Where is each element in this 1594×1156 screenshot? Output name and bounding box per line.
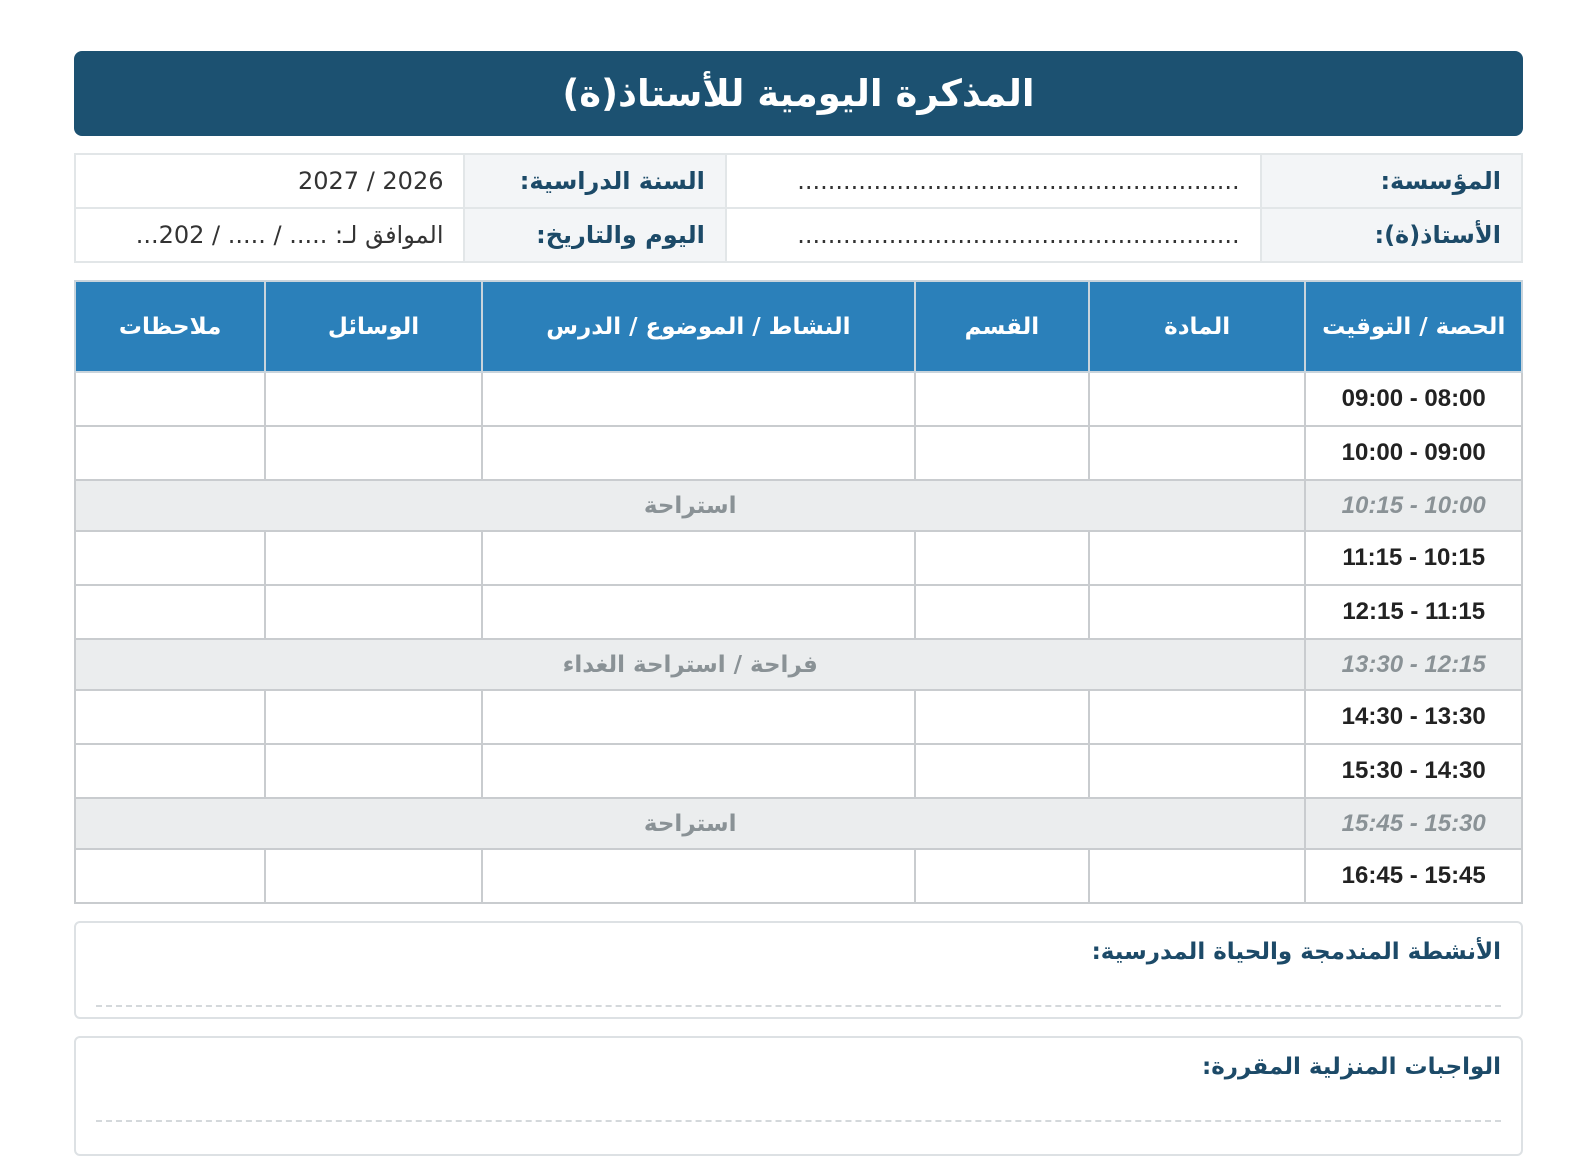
time-slot: 15:45 - 15:30 [1305, 798, 1522, 849]
class-cell[interactable] [915, 372, 1089, 426]
header-activity: النشاط / الموضوع / الدرس [482, 281, 915, 372]
teacher-label: الأستاذ(ة): [1261, 208, 1522, 262]
tools-cell[interactable] [265, 690, 482, 744]
notes-cell[interactable] [75, 372, 265, 426]
table-row [75, 426, 1522, 480]
time-slot: 15:30 - 14:30 [1305, 744, 1522, 798]
class-cell[interactable] [915, 531, 1089, 585]
header-class: القسم [915, 281, 1089, 372]
header-notes: ملاحظات [75, 281, 265, 372]
notes-cell[interactable] [75, 531, 265, 585]
class-cell[interactable] [915, 585, 1089, 639]
notes-cell[interactable] [75, 585, 265, 639]
time-slot: 12:15 - 11:15 [1305, 585, 1522, 639]
time-slot: 16:45 - 15:45 [1305, 849, 1522, 903]
activity-cell[interactable] [482, 690, 915, 744]
table-row [75, 744, 1522, 798]
info-table [74, 153, 1523, 263]
integrated-activities-title: الأنشطة المندمجة والحياة المدرسية: [1091, 939, 1501, 965]
notes-cell[interactable] [75, 849, 265, 903]
subject-cell[interactable] [1089, 585, 1306, 639]
subject-cell[interactable] [1089, 690, 1306, 744]
tools-cell[interactable] [265, 744, 482, 798]
subject-cell[interactable] [1089, 849, 1306, 903]
break-label: استراحة [75, 480, 1305, 531]
notes-cell[interactable] [75, 744, 265, 798]
homework-title: الواجبات المنزلية المقررة: [1202, 1054, 1501, 1080]
daily-lesson-sheet [74, 51, 1523, 1156]
writing-line [96, 1120, 1501, 1122]
break-label: فراحة / استراحة الغداء [75, 639, 1305, 690]
table-row [75, 690, 1522, 744]
page-title: المذكرة اليومية للأستاذ(ة) [74, 51, 1523, 136]
header-subject: المادة [1089, 281, 1306, 372]
tools-cell[interactable] [265, 426, 482, 480]
activity-cell[interactable] [482, 372, 915, 426]
subject-cell[interactable] [1089, 372, 1306, 426]
info-row [75, 154, 1522, 208]
break-row [75, 639, 1522, 690]
activity-cell[interactable] [482, 585, 915, 639]
time-slot: 10:15 - 10:00 [1305, 480, 1522, 531]
school-year-value[interactable]: 2026 / 2027 [75, 154, 464, 208]
break-row [75, 480, 1522, 531]
integrated-activities-section[interactable] [74, 921, 1523, 1019]
activity-cell[interactable] [482, 744, 915, 798]
time-slot: 14:30 - 13:30 [1305, 690, 1522, 744]
activity-cell[interactable] [482, 849, 915, 903]
time-slot: 13:30 - 12:15 [1305, 639, 1522, 690]
time-slot: 11:15 - 10:15 [1305, 531, 1522, 585]
class-cell[interactable] [915, 744, 1089, 798]
day-date-label: اليوم والتاريخ: [464, 208, 725, 262]
teacher-field[interactable]: .......................................................... [726, 208, 1261, 262]
table-row [75, 849, 1522, 903]
subject-cell[interactable] [1089, 744, 1306, 798]
break-label: استراحة [75, 798, 1305, 849]
tools-cell[interactable] [265, 849, 482, 903]
activity-cell[interactable] [482, 531, 915, 585]
table-row [75, 372, 1522, 426]
activity-cell[interactable] [482, 426, 915, 480]
day-date-field[interactable]: الموافق لـ: ..... / ..... / 202... [75, 208, 464, 262]
class-cell[interactable] [915, 849, 1089, 903]
break-row [75, 798, 1522, 849]
class-cell[interactable] [915, 426, 1089, 480]
homework-section[interactable] [74, 1036, 1523, 1156]
institution-field[interactable]: .......................................................... [726, 154, 1261, 208]
tools-cell[interactable] [265, 531, 482, 585]
subject-cell[interactable] [1089, 531, 1306, 585]
notes-cell[interactable] [75, 426, 265, 480]
writing-line [96, 1005, 1501, 1007]
tools-cell[interactable] [265, 585, 482, 639]
schedule-header-row [75, 281, 1522, 372]
table-row [75, 531, 1522, 585]
time-slot: 10:00 - 09:00 [1305, 426, 1522, 480]
table-row [75, 585, 1522, 639]
info-row [75, 208, 1522, 262]
header-period: الحصة / التوقيت [1305, 281, 1522, 372]
institution-label: المؤسسة: [1261, 154, 1522, 208]
header-tools: الوسائل [265, 281, 482, 372]
class-cell[interactable] [915, 690, 1089, 744]
time-slot: 09:00 - 08:00 [1305, 372, 1522, 426]
school-year-label: السنة الدراسية: [464, 154, 725, 208]
subject-cell[interactable] [1089, 426, 1306, 480]
notes-cell[interactable] [75, 690, 265, 744]
tools-cell[interactable] [265, 372, 482, 426]
schedule-table [74, 280, 1523, 904]
